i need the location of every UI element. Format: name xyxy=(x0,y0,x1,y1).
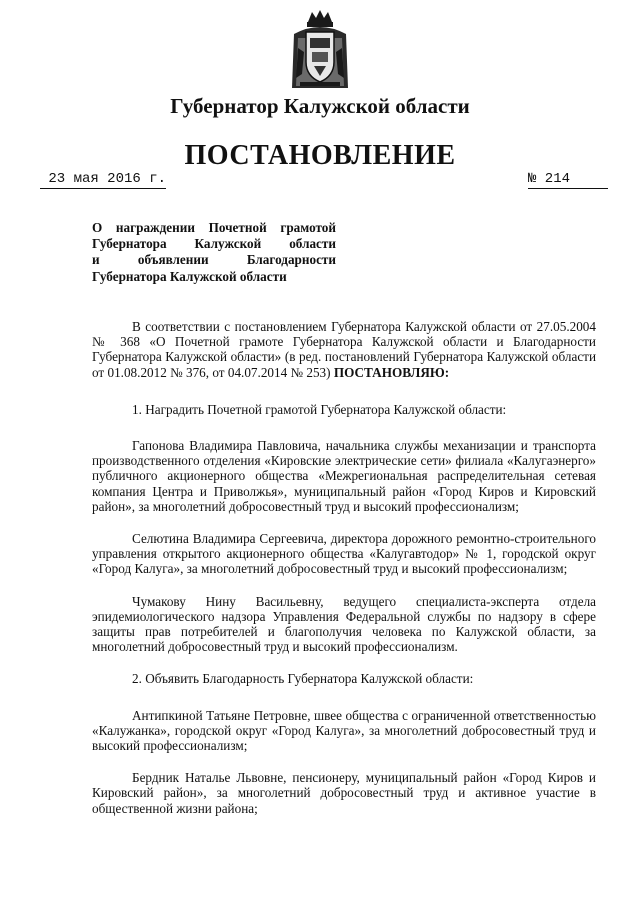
subject-line: Губернатора Калужской области xyxy=(92,236,336,252)
preamble-text: В соответствии с постановлением Губернатора Калужской области от 27.05.2004 № 368 «О Почетной грамоте Губернатора Калужской области и Благодарности Губернатора Калужской области» (в ред. постановлений Губернатора Калужской области от 01.08.2012 № 376, от 04.07.2014 № 253) xyxy=(92,319,596,380)
document-body xyxy=(92,319,596,833)
document-number: № 214 xyxy=(528,171,608,189)
document-date: 23 мая 2016 г. xyxy=(40,171,166,189)
subject-line: и объявлении Благодарности xyxy=(92,252,336,268)
subject-line: О награждении Почетной грамотой xyxy=(92,220,336,235)
award-recipient: Гапонова Владимира Павловича, начальника службы механизации и транспорта производственного отделения «Кировские электрические сети» филиала «Калугаэнерго» публичного акционерного общества «Межрегиональная распределительная сетевая компания Центра и Приволжья», муниципальный район «Город Киров и Кировский район», за многолетний добросовестный труд и высокий профессионализм; xyxy=(92,438,596,514)
gratitude-recipient: Антипкиной Татьяне Петровне, швее общества с ограниченной ответственностью «Калужанка», городской округ «Город Калуга», за многолетний добросовестный труд и высокий профессионализм; xyxy=(92,707,596,754)
gratitude-recipient: Бердник Наталье Львовне, пенсионеру, муниципальный район «Город Киров и Кировский район», за многолетний добросовестный труд и активное участие в общественной жизни района; xyxy=(92,770,596,816)
subject-line: Губернатора Калужской области xyxy=(92,268,287,284)
item-2-heading: 2. Объявить Благодарность Губернатора Калужской области: xyxy=(132,671,474,687)
award-recipient: Селютина Владимира Сергеевича, директора дорожного ремонтно-строительного управления открытого акционерного общества «Калугавтодор» № 1, городской округ «Город Калуга», за многолетний добросовестный труд и высокий профессионализм; xyxy=(92,531,596,577)
coat-of-arms-icon xyxy=(288,8,352,92)
item-1-heading: 1. Наградить Почетной грамотой Губернатора Калужской области: xyxy=(132,401,507,417)
document-type: ПОСТАНОВЛЕНИЕ xyxy=(184,140,456,171)
preamble-paragraph xyxy=(92,319,596,380)
issuing-authority: Губернатор Калужской области xyxy=(170,94,470,118)
award-recipient: Чумакову Нину Васильевну, ведущего специалиста-эксперта отдела эпидемиологического надзора Управления Федеральной службы по надзору в сфере защиты прав потребителей и благополучия человека по Калужской области, за многолетний добросовестный труд и высокий профессионализм. xyxy=(92,593,596,655)
decree-word: ПОСТАНОВЛЯЮ: xyxy=(333,364,450,380)
document-subject xyxy=(92,220,336,285)
